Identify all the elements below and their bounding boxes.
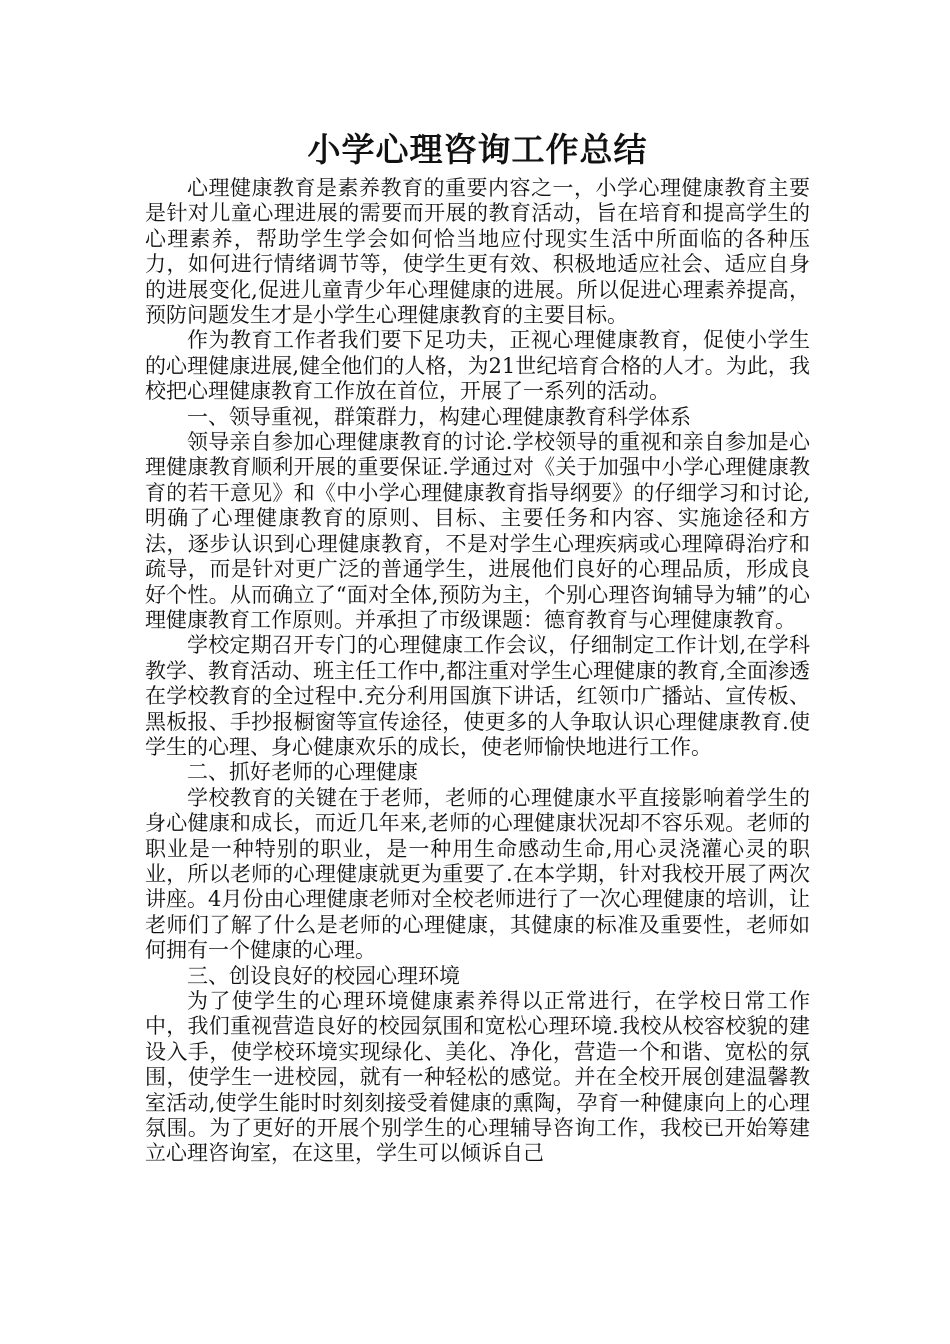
section-heading-3: 三、创设良好的校园心理环境 xyxy=(187,963,460,988)
paragraph-leadership: 领导亲自参加心理健康教育的讨论.学校领导的重视和亲自参加是心理健康教育顺利开展的重要保证.学通过对《关于加强中小学心理健康教育的若干意见》和《中小学心理健康教育指导纲要》的仔细学习和讨论,明确了心理健康教育的原则、目标、主要任务和内容、实施途径和方法，逐步认识到心理健康教育，不是对学生心理疾病或心理障碍治疗和疏导，而是针对更广泛的普通学生，进展他们良好的心理品质，形成良好个性。从而确立了“面对全体,预防为主，个别心理咨询辅导为辅”的心理健康教育工作原则。并承担了市级课题：德育教育与心理健康教育。 xyxy=(145,430,810,632)
section-heading-2: 二、抓好老师的心理健康 xyxy=(187,760,418,785)
paragraph-environment: 为了使学生的心理环境健康素养得以正常进行，在学校日常工作中，我们重视营造良好的校园氛围和宽松心理环境.我校从校容校貌的建设入手，使学校环境实现绿化、美化、净化，营造一个和谐、宽松的氛围，使学生一进校园，就有一种轻松的感觉。并在全校开展创建温馨教室活动,使学生能时时刻刻接受着健康的熏陶，孕育一种健康向上的心理氛围。为了更好的开展个别学生的心理辅导咨询工作，我校已开始筹建立心理咨询室，在这里，学生可以倾诉自己 xyxy=(145,989,810,1166)
document-page xyxy=(145,126,810,1167)
paragraph-meetings: 学校定期召开专门的心理健康工作会议，仔细制定工作计划,在学科教学、教育活动、班主任工作中,都注重对学生心理健康的教育,全面渗透在学校教育的全过程中.充分利用国旗下讲话，红领巾广播站、宣传板、黑板报、手抄报橱窗等宣传途径，使更多的人争取认识心理健康教育.使学生的心理、身心健康欢乐的成长，使老师愉快地进行工作。 xyxy=(145,633,810,759)
paragraph-intro: 心理健康教育是素养教育的重要内容之一，小学心理健康教育主要是针对儿童心理进展的需要而开展的教育活动，旨在培育和提高学生的心理素养，帮助学生学会如何恰当地应付现实生活中所面临的各种压力，如何进行情绪调节等，使学生更有效、积极地适应社会、适应自身的进展变化,促进儿童青少年心理健康的进展。所以促进心理素养提高，预防问题发生才是小学生心理健康教育的主要目标。 xyxy=(145,176,810,328)
paragraph-purpose: 作为教育工作者我们要下足功夫，正视心理健康教育，促使小学生的心理健康进展,健全他们的人格，为21世纪培育合格的人才。为此，我校把心理健康教育工作放在首位，开展了一系列的活动。 xyxy=(145,328,810,404)
paragraph-teachers: 学校教育的关键在于老师，老师的心理健康水平直接影响着学生的身心健康和成长，而近几年来,老师的心理健康状况却不容乐观。老师的职业是一种特别的职业，是一种用生命感动生命,用心灵浇灌心灵的职业，所以老师的心理健康就更为重要了.在本学期，针对我校开展了两次讲座。4月份由心理健康老师对全校老师进行了一次心理健康的培训，让老师们了解了什么是老师的心理健康，其健康的标准及重要性，老师如何拥有一个健康的心理。 xyxy=(145,785,810,963)
section-heading-1: 一、领导重视，群策群力，构建心理健康教育科学体系 xyxy=(187,404,691,429)
document-title: 小学心理咨询工作总结 xyxy=(307,130,648,169)
